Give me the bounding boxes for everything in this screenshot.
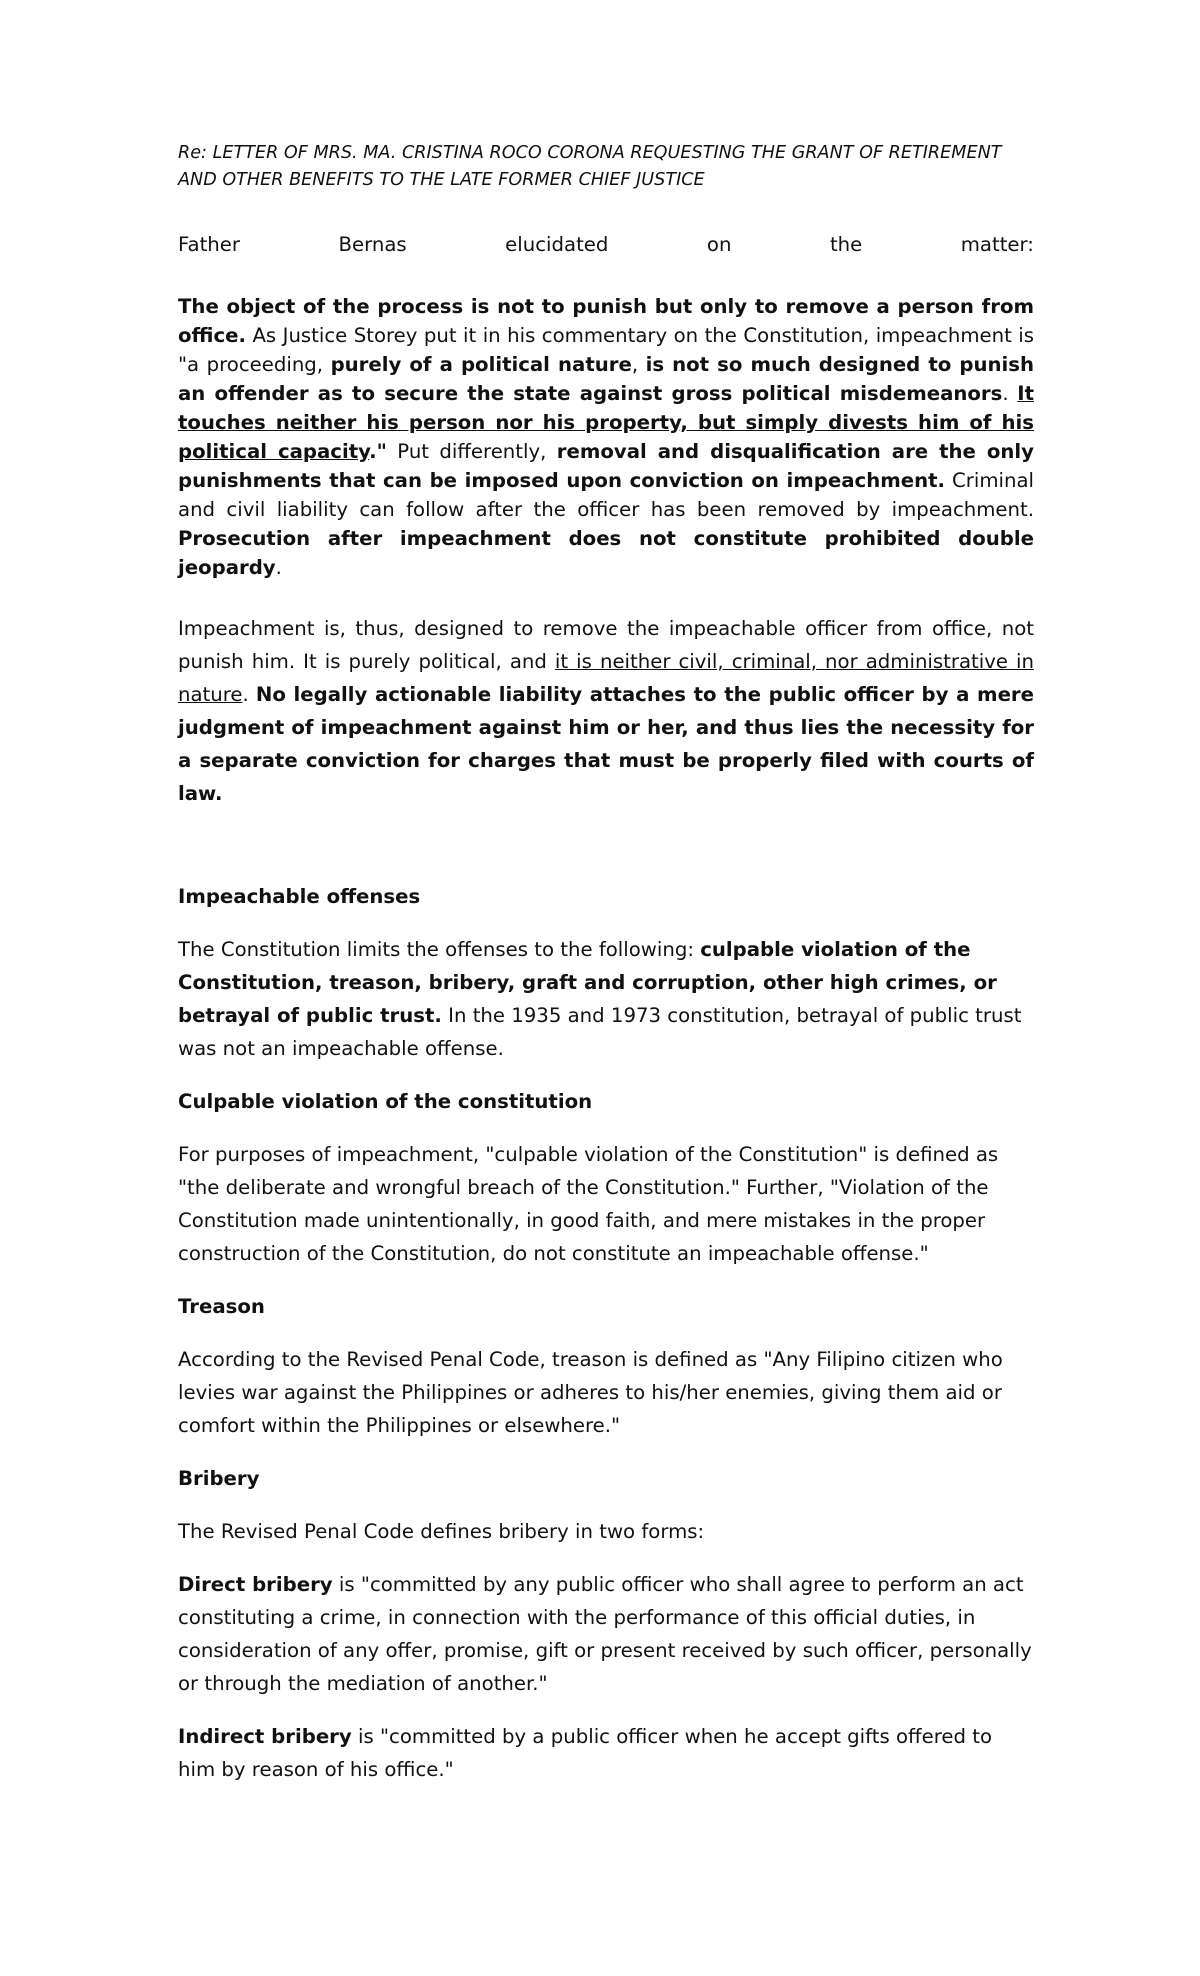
text-run: The Constitution limits the offenses to the following: bbox=[178, 938, 701, 961]
document-title-line-2: AND OTHER BENEFITS TO THE LATE FORMER CHIEF JUSTICE bbox=[178, 170, 705, 190]
text-run: Put differently, bbox=[386, 440, 557, 463]
bold-text: Indirect bribery bbox=[178, 1725, 352, 1748]
document-title bbox=[178, 140, 1034, 194]
heading-impeachable-offenses: Impeachable offenses bbox=[178, 885, 421, 908]
text-run: . bbox=[1002, 382, 1018, 405]
bold-text: No legally actionable liability attaches to the public officer by a mere judgment of impeachment against him or her, and thus lies the necessity for a separate conviction for charges that must be properly filed with courts of law. bbox=[178, 683, 1034, 805]
paragraph-impeachment-designed bbox=[178, 612, 1034, 810]
spacer bbox=[178, 810, 1034, 880]
text-run: is "committed by any public officer who shall agree to perform an act constituting a crime, in connection with the performance of this official duties, in consideration of any offer, promise, gift or present received by such officer, personally or through the mediation of another." bbox=[178, 1573, 1032, 1695]
intro-line bbox=[178, 230, 1034, 259]
paragraph-object-of-process bbox=[178, 292, 1034, 582]
intro-word: on bbox=[706, 233, 732, 256]
document-title-line-1: Re: LETTER OF MRS. MA. CRISTINA ROCO CORONA REQUESTING THE GRANT OF RETIREMENT bbox=[178, 143, 1002, 163]
intro-word: Bernas bbox=[338, 233, 407, 256]
text-run: . bbox=[275, 556, 282, 579]
text-run: , bbox=[631, 353, 646, 376]
paragraph-impeachable-offenses bbox=[178, 933, 1034, 1065]
text-run: is "committed by a public officer when he accept gifts offered to him by reason of his office." bbox=[178, 1725, 992, 1781]
text-run: Impeachment is, thus, designed to remove the impeachable officer from office, not punish him. It is purely political, and bbox=[178, 617, 1034, 673]
text-run: Criminal and civil liability can follow after the officer has been removed by impeachment. bbox=[178, 469, 1034, 521]
heading-bribery: Bribery bbox=[178, 1467, 260, 1490]
paragraph-indirect-bribery bbox=[178, 1720, 1034, 1786]
bold-text: purely of a political nature bbox=[330, 353, 632, 376]
intro-word: the bbox=[829, 233, 863, 256]
bold-text: ." bbox=[369, 440, 387, 463]
paragraph-direct-bribery bbox=[178, 1568, 1034, 1700]
heading-treason: Treason bbox=[178, 1295, 265, 1318]
text-run: As Justice Storey put it in his commentary on the Constitution, impeachment is "a proceeding, bbox=[178, 324, 1034, 376]
intro-word: matter: bbox=[960, 233, 1034, 256]
bold-text: is not so much designed to punish an offender as to secure the state against gross political misdemeanors bbox=[178, 353, 1034, 405]
paragraph-treason: According to the Revised Penal Code, treason is defined as "Any Filipino citizen who levies war against the Philippines or adheres to his/her enemies, giving them aid or comfort within the Philippines or elsewhere." bbox=[178, 1348, 1003, 1437]
intro-word: Father bbox=[178, 233, 240, 256]
document-body bbox=[178, 140, 1034, 1806]
paragraph-bribery-intro: The Revised Penal Code defines bribery in two forms: bbox=[178, 1520, 705, 1543]
text-run: In the 1935 and 1973 constitution, betrayal of public trust was not an impeachable offense. bbox=[178, 1004, 1022, 1060]
heading-culpable-violation: Culpable violation of the constitution bbox=[178, 1090, 593, 1113]
bold-text: removal and disqualification are the only punishments that can be imposed upon conviction on impeachment. bbox=[178, 440, 1034, 492]
bold-text: The object of the process is not to punish but only to remove a person from office. bbox=[178, 295, 1034, 347]
intro-word: elucidated bbox=[505, 233, 609, 256]
bold-text: culpable violation of the Constitution, treason, bribery, graft and corruption, other high crimes, or betrayal of public trust. bbox=[178, 938, 997, 1027]
underlined-text: it is neither civil, criminal, nor administrative in nature bbox=[178, 650, 1034, 706]
bold-text: Direct bribery bbox=[178, 1573, 333, 1596]
bold-text: Prosecution after impeachment does not constitute prohibited double jeopardy bbox=[178, 527, 1034, 579]
text-run: . bbox=[242, 683, 256, 706]
bold-underlined-text: It touches neither his person nor his property, but simply divests him of his political capacity bbox=[178, 382, 1034, 463]
paragraph-culpable-violation: For purposes of impeachment, "culpable violation of the Constitution" is defined as "the deliberate and wrongful breach of the Constitution." Further, "Violation of the Constitution made unintentionally, in good faith, and mere mistakes in the proper construction of the Constitution, do not constitute an impeachable offense." bbox=[178, 1143, 999, 1265]
